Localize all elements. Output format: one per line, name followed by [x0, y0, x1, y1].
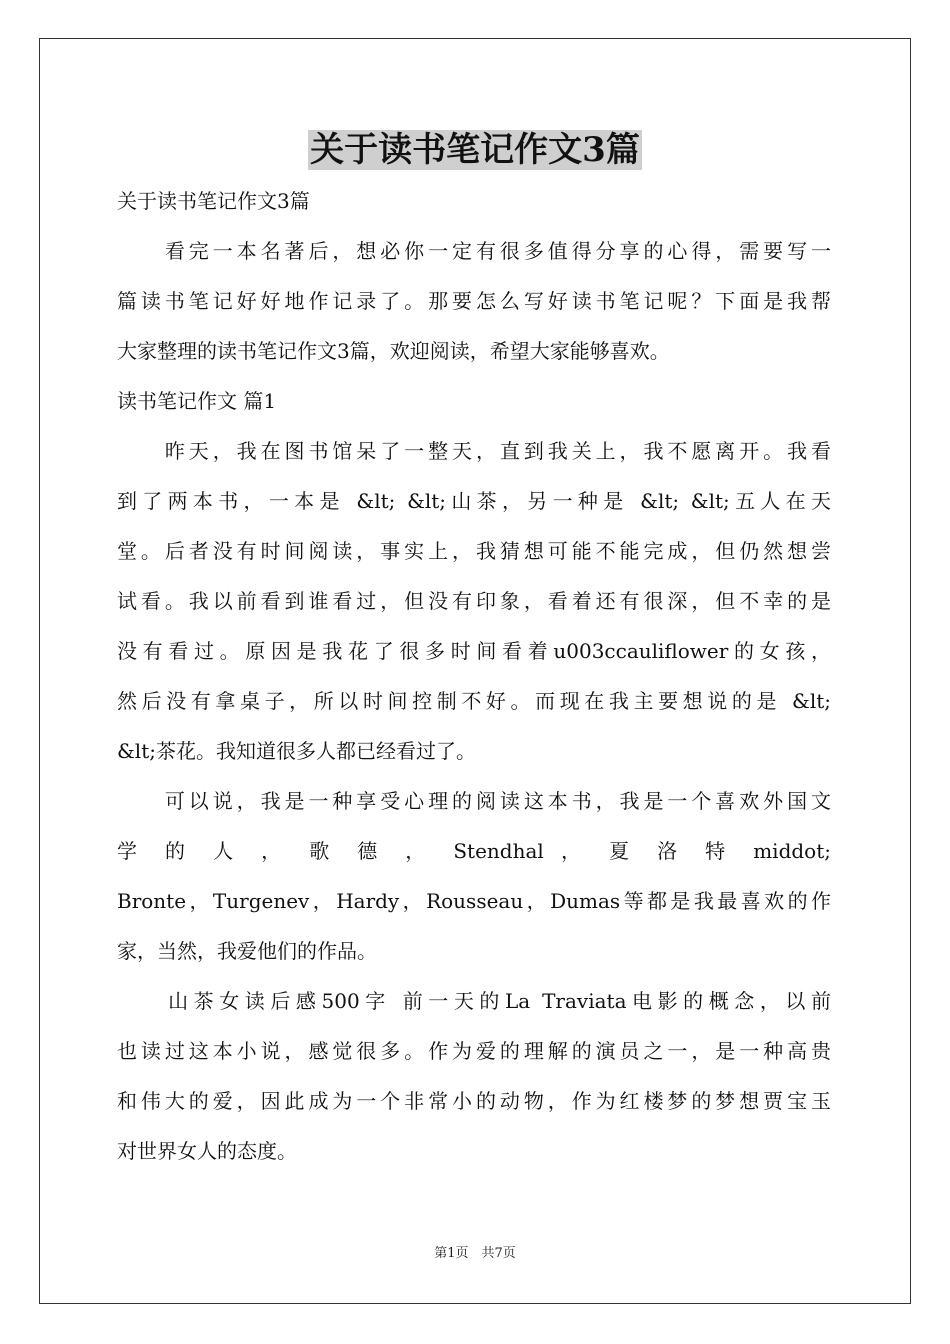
document-body	[117, 176, 831, 1176]
paragraph-2-line-3: Bronte，Turgenev，Hardy，Rousseau，Dumas等都是我最喜欢的作	[117, 889, 831, 913]
intro-line-2: 篇读书笔记好好地作记录了。那要怎么写好读书笔记呢？下面是我帮	[117, 289, 831, 313]
paragraph-1-line-2: 到了两本书，一本是 &lt; &lt;山茶，另一种是 &lt; &lt;五人在天	[117, 489, 831, 513]
paragraph-1-line-3: 堂。后者没有时间阅读，事实上，我猜想可能不能完成，但仍然想尝	[117, 539, 831, 563]
intro-line-3: 大家整理的读书笔记作文3篇，欢迎阅读，希望大家能够喜欢。	[117, 339, 670, 363]
paragraph-1-line-4: 试看。我以前看到谁看过，但没有印象，看着还有很深，但不幸的是	[117, 589, 831, 613]
paragraph-3-line-1: 山茶女读后感500字 前一天的La Traviata电影的概念，以前	[117, 989, 831, 1013]
document-title	[0, 128, 950, 172]
paragraph-1-line-5: 没有看过。原因是我花了很多时间看着u003ccauliflower的女孩，	[117, 639, 831, 663]
page-footer: 第1页 共7页	[434, 1246, 516, 1261]
paragraph-3-line-3: 和伟大的爱，因此成为一个非常小的动物，作为红楼梦的梦想贾宝玉	[117, 1089, 831, 1113]
intro-line-1: 看完一本名著后，想必你一定有很多值得分享的心得，需要写一	[117, 239, 831, 263]
paragraph-1-line-6: 然后没有拿桌子，所以时间控制不好。而现在我主要想说的是 &lt;	[117, 689, 831, 713]
subtitle-line: 关于读书笔记作文3篇	[117, 189, 310, 213]
paragraph-2-line-2: 学 的 人 ， 歌 德 ， Stendhal ， 夏 洛 特 middot;	[117, 839, 831, 863]
paragraph-3-line-4: 对世界女人的态度。	[117, 1139, 297, 1163]
paragraph-3-line-2: 也读过这本小说，感觉很多。作为爱的理解的演员之一，是一种高贵	[117, 1039, 831, 1063]
paragraph-2-line-4: 家，当然，我爱他们的作品。	[117, 939, 377, 963]
document-title-text: 关于读书笔记作文3篇	[310, 130, 640, 170]
section-heading: 读书笔记作文 篇1	[117, 389, 277, 413]
paragraph-2-line-1: 可以说，我是一种享受心理的阅读这本书，我是一个喜欢外国文	[117, 789, 831, 813]
paragraph-1-line-7: &lt;茶花。我知道很多人都已经看过了。	[117, 739, 476, 763]
paragraph-1-line-1: 昨天，我在图书馆呆了一整天，直到我关上，我不愿离开。我看	[117, 439, 831, 463]
